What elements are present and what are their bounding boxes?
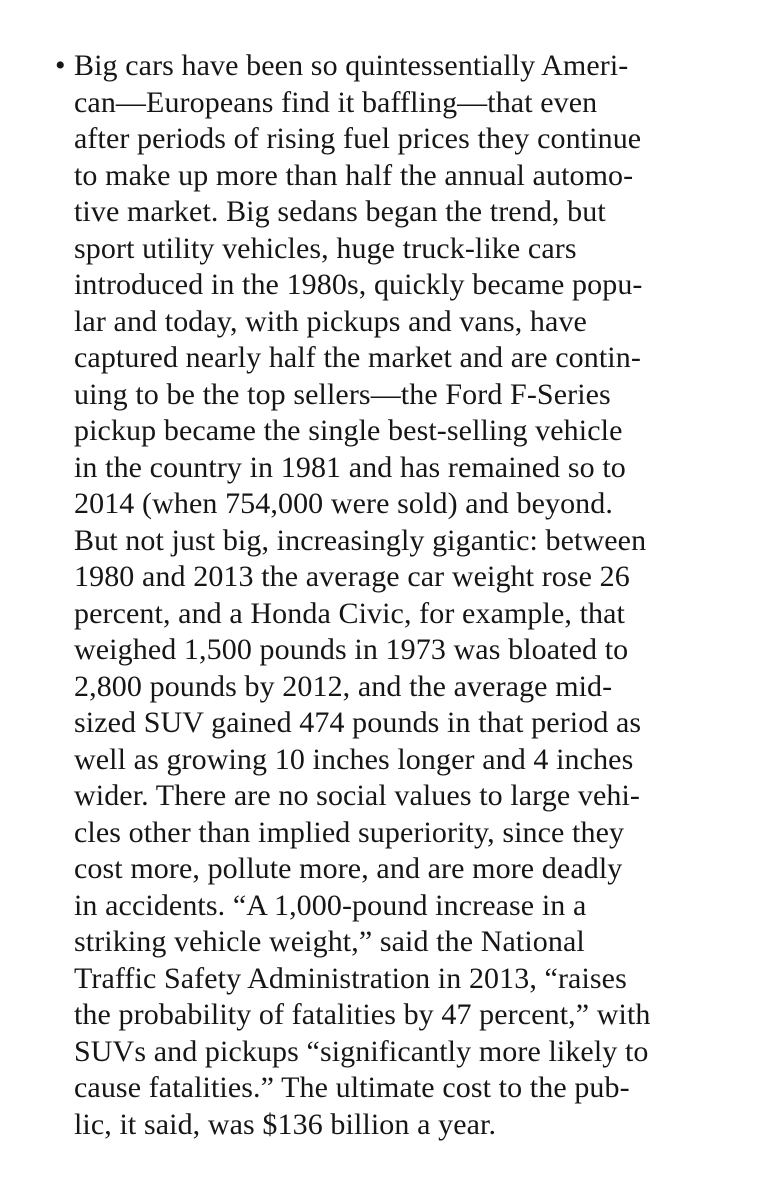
text-line: after periods of rising fuel prices they continue: [74, 122, 642, 155]
bullet-marker: •: [55, 49, 66, 82]
text-line: striking vehicle weight,” said the National: [74, 925, 585, 958]
text-line: the probability of fatalities by 47 percent,” with: [74, 998, 651, 1031]
paragraph-text: [74, 48, 744, 1143]
text-line: in the country in 1981 and has remained so to: [74, 450, 626, 484]
text-line: lar and today, with pickups and vans, have: [74, 304, 587, 338]
text-line: cles other than implied superiority, since they: [74, 815, 625, 849]
text-line: uing to be the top sellers—the Ford F-Series: [74, 377, 611, 411]
text-line: tive market. Big sedans began the trend, but: [74, 195, 606, 228]
text-line: Traffic Safety Administration in 2013, “raises: [74, 961, 627, 995]
text-line: 2014 (when 754,000 were sold) and beyond.: [74, 487, 613, 520]
text-line: pickup became the single best-selling vehicle: [74, 414, 623, 447]
text-line: percent, and a Honda Civic, for example, that: [74, 596, 625, 630]
text-line: sized SUV gained 474 pounds in that period as: [74, 706, 642, 739]
text-line: well as growing 10 inches longer and 4 inches: [74, 742, 634, 776]
text-line: introduced in the 1980s, quickly became popu-: [74, 268, 643, 301]
text-line: But not just big, increasingly gigantic: between: [74, 523, 647, 557]
text-line: SUVs and pickups “significantly more likely to: [74, 1034, 649, 1068]
text-line: weighed 1,500 pounds in 1973 was bloated to: [74, 633, 629, 666]
text-line: cause fatalities.” The ultimate cost to the pub-: [74, 1071, 630, 1104]
text-line: cost more, pollute more, and are more deadly: [74, 852, 623, 885]
text-line: Big cars have been so quintessentially Ameri-: [74, 49, 629, 82]
text-line: sport utility vehicles, huge truck-like cars: [74, 231, 577, 265]
text-line: wider. There are no social values to large vehi-: [74, 779, 640, 812]
text-line: to make up more than half the annual automo-: [74, 158, 634, 192]
text-line: 2,800 pounds by 2012, and the average mid-: [74, 669, 613, 703]
text-line: captured nearly half the market and are contin-: [74, 341, 641, 374]
text-line: 1980 and 2013 the average car weight rose 26: [74, 560, 630, 593]
text-line: can—Europeans find it baffling—that even: [74, 85, 598, 119]
text-line: lic, it said, was $136 billion a year.: [74, 1107, 497, 1141]
text-line: in accidents. “A 1,000-pound increase in a: [74, 888, 587, 922]
